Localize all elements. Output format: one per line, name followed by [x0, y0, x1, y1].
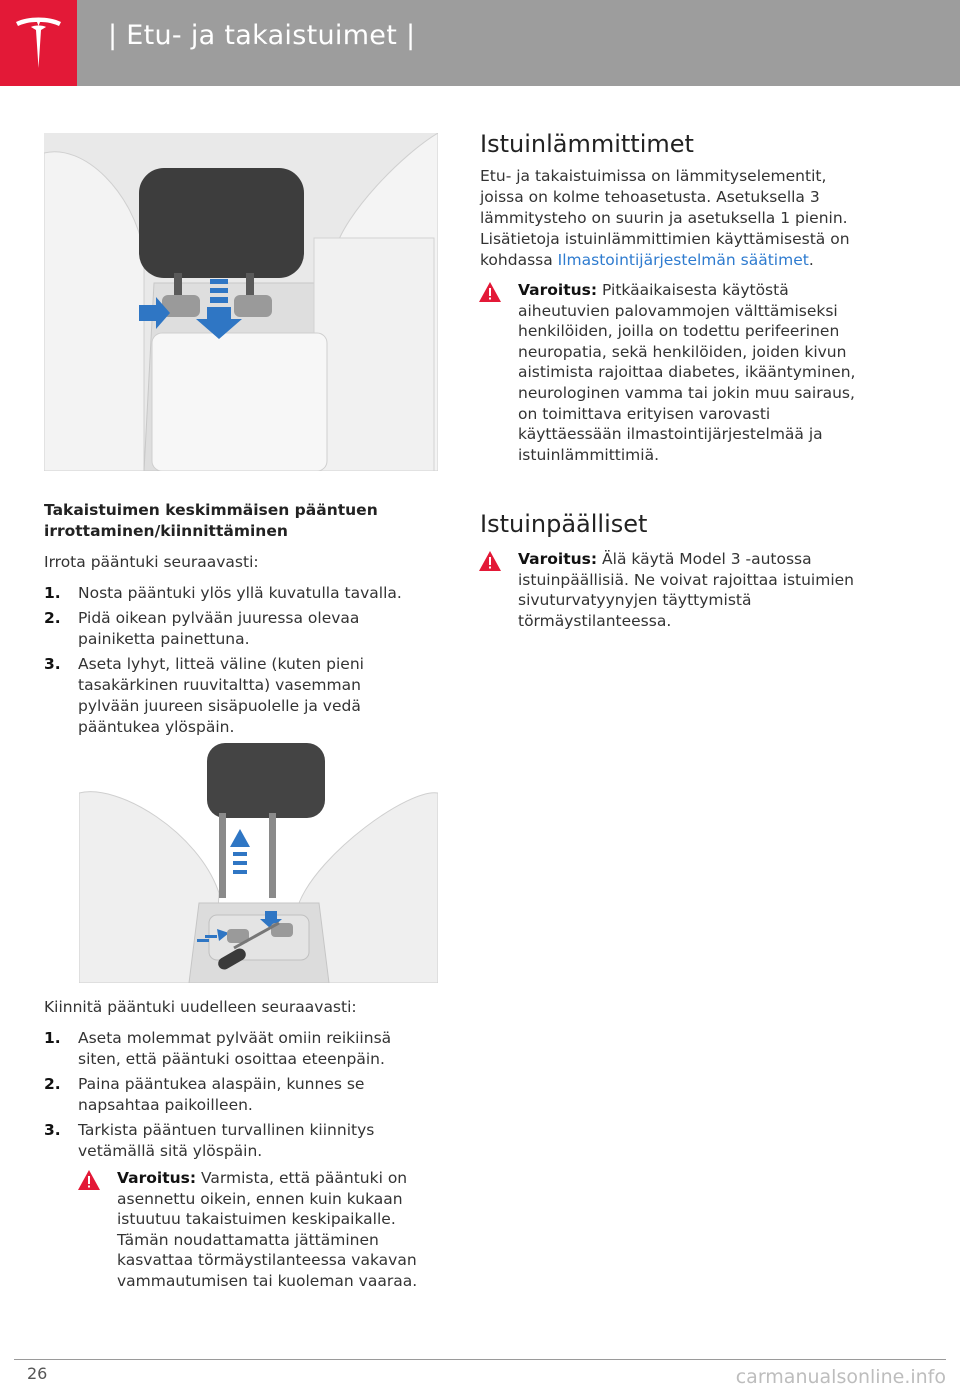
- warning-icon: [77, 1169, 101, 1191]
- headrest-figure-top: [44, 133, 438, 471]
- attach-intro: Kiinnitä pääntuki uudelleen seuraavasti:: [44, 998, 357, 1016]
- climate-controls-link[interactable]: Ilmastointijärjestelmän säätimet: [557, 251, 809, 269]
- covers-heading: Istuinpäälliset: [480, 510, 648, 538]
- watermark: carmanualsonline.info: [735, 1366, 946, 1388]
- warning-heaters: [518, 280, 878, 465]
- list-item: 1. Nosta pääntuki ylös yllä kuvatulla tavalla.: [44, 584, 402, 602]
- footer-divider: [14, 1359, 946, 1360]
- warning-text: Varmista, että pääntuki on asennettu oikein, ennen kuin kukaan istuutuu takaistuimen keskipaikalle. Tämän noudattamatta jättäminen kasvattaa törmäystilanteessa vakavan vammautumisen tai kuoleman vaaraa.: [117, 1169, 418, 1290]
- heaters-heading: Istuinlämmittimet: [480, 130, 694, 158]
- remove-steps-list: [44, 583, 404, 742]
- headrest-figure-bottom: [79, 743, 438, 983]
- page-title: | Etu- ja takaistuimet |: [108, 20, 416, 51]
- attach-steps-list: [44, 1028, 404, 1166]
- tesla-logo-icon: [14, 16, 63, 70]
- tesla-logo: [0, 0, 77, 86]
- section-subheading: Takaistuimen keskimmäisen pääntuen irrottaminen/kiinnittäminen: [44, 501, 378, 540]
- warning-covers: [518, 549, 878, 631]
- remove-intro: Irrota pääntuki seuraavasti:: [44, 553, 259, 571]
- list-item: 1. Aseta molemmat pylväät omiin reikiinsä siten, että pääntuki osoittaa eteenpäin.: [44, 1029, 392, 1068]
- warning-label: Varoitus:: [518, 281, 598, 299]
- warning-headrest: [117, 1168, 439, 1292]
- list-item: 3. Tarkista pääntuen turvallinen kiinnitys vetämällä sitä ylöspäin.: [44, 1121, 375, 1160]
- warning-label: Varoitus:: [518, 550, 598, 568]
- warning-text: Älä käytä Model 3 -autossa istuinpäällisiä. Ne voivat rajoittaa istuimien sivuturvatyynyjen täyttymistä törmäystilanteessa.: [518, 550, 854, 630]
- warning-icon: [478, 550, 502, 572]
- warning-icon: [478, 281, 502, 303]
- list-item: 2. Pidä oikean pylvään juuressa olevaa painiketta painettuna.: [44, 609, 360, 648]
- page-number: 26: [27, 1364, 48, 1383]
- list-item: 2. Paina pääntukea alaspäin, kunnes se napsahtaa paikoilleen.: [44, 1075, 365, 1114]
- list-item: 3. Aseta lyhyt, litteä väline (kuten pieni tasakärkinen ruuvitaltta) vasemman pylvään juureen sisäpuolelle ja vedä pääntukea ylöspäin.: [44, 655, 364, 736]
- warning-label: Varoitus:: [117, 1169, 197, 1187]
- page-header: [0, 0, 960, 86]
- heaters-paragraph: Etu- ja takaistuimissa on lämmityselementit, joissa on kolme tehoasetusta. Asetuksella 3 lämmitysteho on suurin ja asetuksella 1 pienin. Lisätietoja istuinlämmittimien käyttämisestä on kohdassa Ilmastointijärjestelmän säätimet.: [480, 167, 850, 269]
- warning-text: Pitkäaikaisesta käytöstä aiheutuvien palovammojen välttämiseksi henkilöiden, joilla on todettu perifeerinen neuropatia, sekä henkilöiden, joiden kivun aistimista rajoittaa diabetes, ikääntyminen, neurologinen vamma tai jokin muu sairaus, on toimittava erityisen varovasti käyttäessään ilmastointijärjestelmää ja istuinlämmittimiä.: [518, 281, 856, 464]
